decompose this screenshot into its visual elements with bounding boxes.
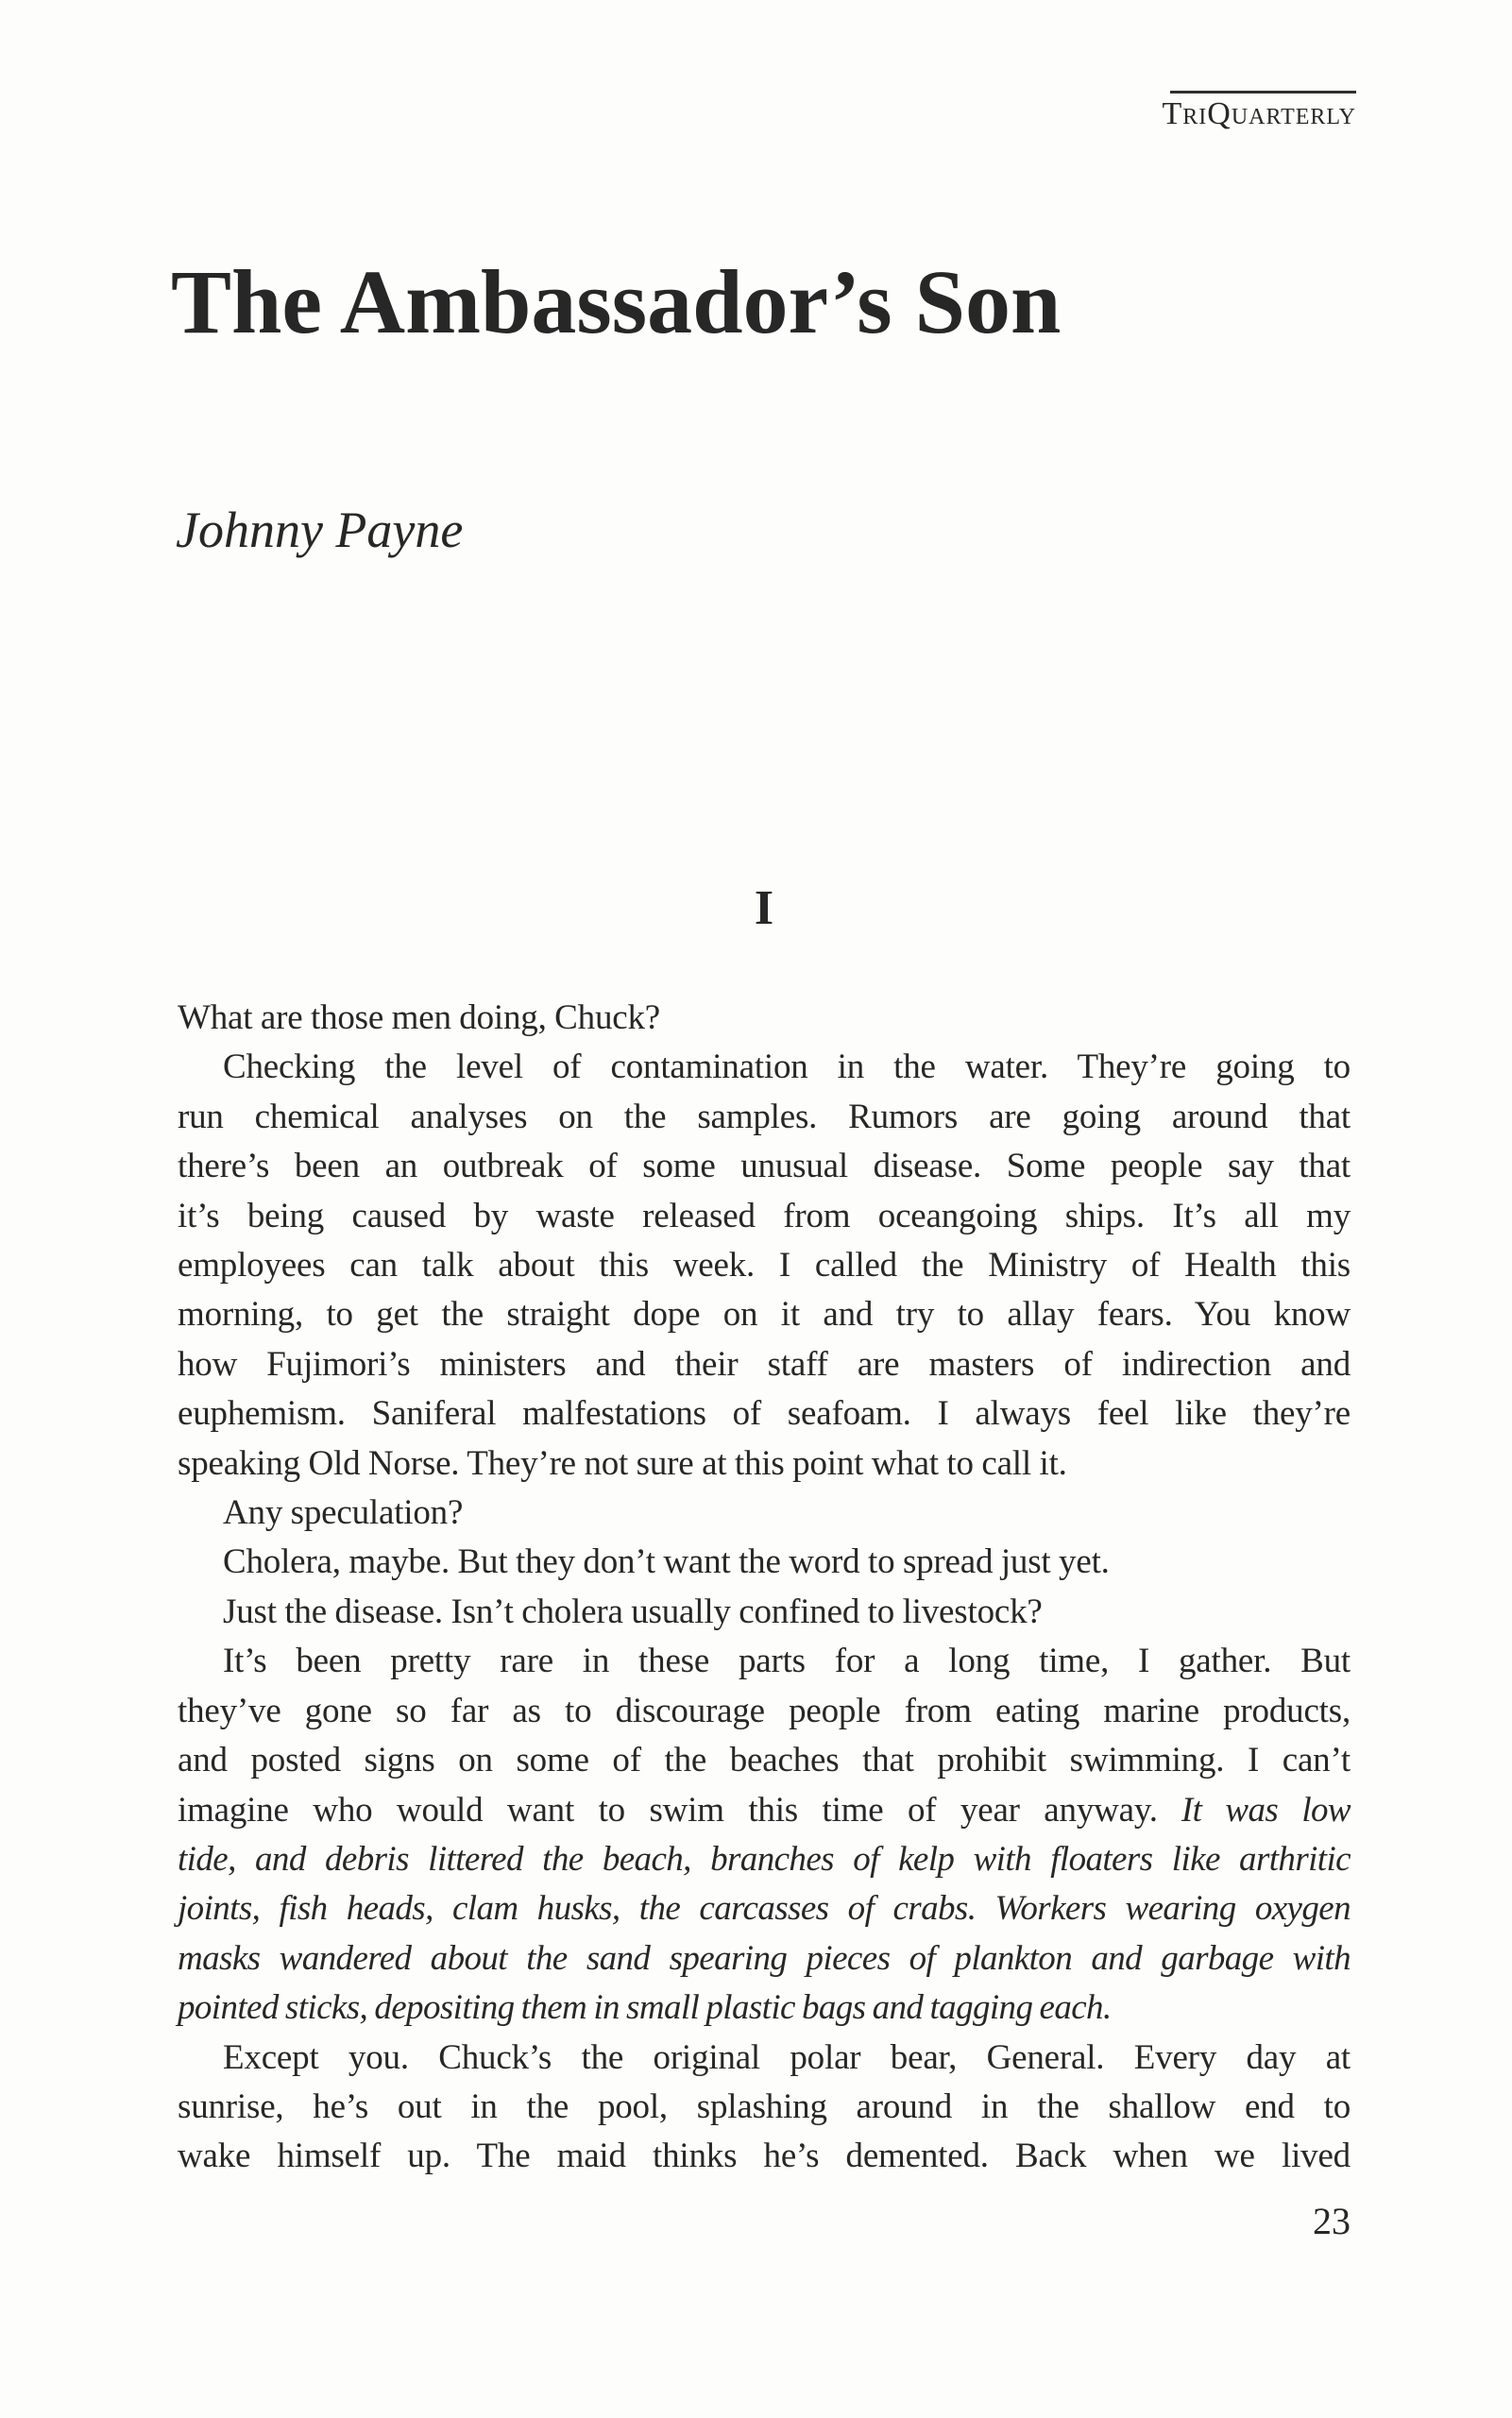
text-segment: What are those men doing, Chuck? [178,998,660,1037]
text-line [178,2034,1351,2083]
text-segment: run chemical analyses on the samples. Rumors are going around that [178,1097,1351,1136]
italic-passage: joints, fish heads, clam husks, the carcasses of crabs. Workers wearing oxygen [178,1889,1351,1929]
text-segment: euphemism. Saniferal malfestations of seafoam. I always feel like they’re [178,1394,1351,1434]
text-line [178,1093,1351,1142]
italic-passage: It was low [1157,1790,1351,1830]
italic-passage: pointed sticks, depositing them in small plastic bags and tagging each. [178,1988,1112,2028]
text-line [178,1290,1351,1339]
text-line [178,1835,1351,1884]
text-segment: It’s been pretty rare in these parts for a long time, I gather. But [223,1642,1351,1681]
text-segment: employees can talk about this week. I called the Ministry of Health this [178,1246,1351,1286]
text-segment: wake himself up. The maid thinks he’s demented. Back when we lived [178,2137,1351,2176]
page-number: 23 [1313,2200,1351,2242]
text-segment: it’s being caused by waste released from oceangoing ships. It’s all my [178,1196,1351,1235]
text-segment: sunrise, he’s out in the pool, splashing around in the shallow end to [178,2086,1351,2126]
text-segment: they’ve gone so far as to discourage people from eating marine products, [178,1691,1351,1730]
text-segment: morning, to get the straight dope on it and try to allay fears. You know [178,1295,1351,1335]
text-line [178,2132,1351,2181]
text-line [178,1637,1351,1686]
journal-name: TriQuarterly [1162,96,1356,131]
section-numeral: I [754,881,774,935]
italic-passage: tide, and debris littered the beach, branches of kelp with floaters like arthritic [178,1839,1351,1879]
text-segment: and posted signs on some of the beaches that prohibit swimming. I can’t [178,1741,1351,1780]
text-line [178,1389,1351,1439]
body-text [178,994,1351,2182]
text-line [178,1984,1351,2033]
italic-passage: masks wandered about the sand spearing pieces of plankton and garbage with [178,1938,1351,1978]
text-segment: Except you. Chuck’s the original polar bear, General. Every day at [223,2037,1351,2077]
text-segment: there’s been an outbreak of some unusual disease. Some people say that [178,1147,1351,1186]
text-segment: Checking the level of contamination in the water. They’re going to [223,1047,1351,1087]
text-line [178,2083,1351,2132]
text-segment: Cholera, maybe. But they don’t want the word to spread just yet. [223,1542,1110,1582]
text-segment: Any speculation? [223,1493,464,1533]
text-line [178,1489,1351,1538]
author-name: Johnny Payne [176,502,464,558]
text-line [178,1786,1351,1835]
text-line [178,1340,1351,1389]
text-line [178,994,1351,1043]
text-segment: speaking Old Norse. They’re not sure at this point what to call it. [178,1443,1067,1483]
text-line [178,1192,1351,1241]
text-line [178,1241,1351,1290]
page-title: The Ambassador’s Son [171,251,1062,352]
text-segment: how Fujimori’s ministers and their staff are masters of indirection and [178,1344,1351,1384]
text-line [178,1439,1351,1489]
text-line [178,1043,1351,1092]
text-line [178,1736,1351,1785]
text-line [178,1142,1351,1191]
text-line [178,1884,1351,1933]
text-line [178,1687,1351,1736]
text-segment: imagine who would want to swim this time of year anyway. [178,1790,1158,1830]
text-line [178,1588,1351,1637]
text-line [178,1538,1351,1587]
header-rule-divider [1170,91,1356,94]
text-segment: Just the disease. Isn’t cholera usually confined to livestock? [223,1592,1043,1631]
text-line [178,1934,1351,1984]
